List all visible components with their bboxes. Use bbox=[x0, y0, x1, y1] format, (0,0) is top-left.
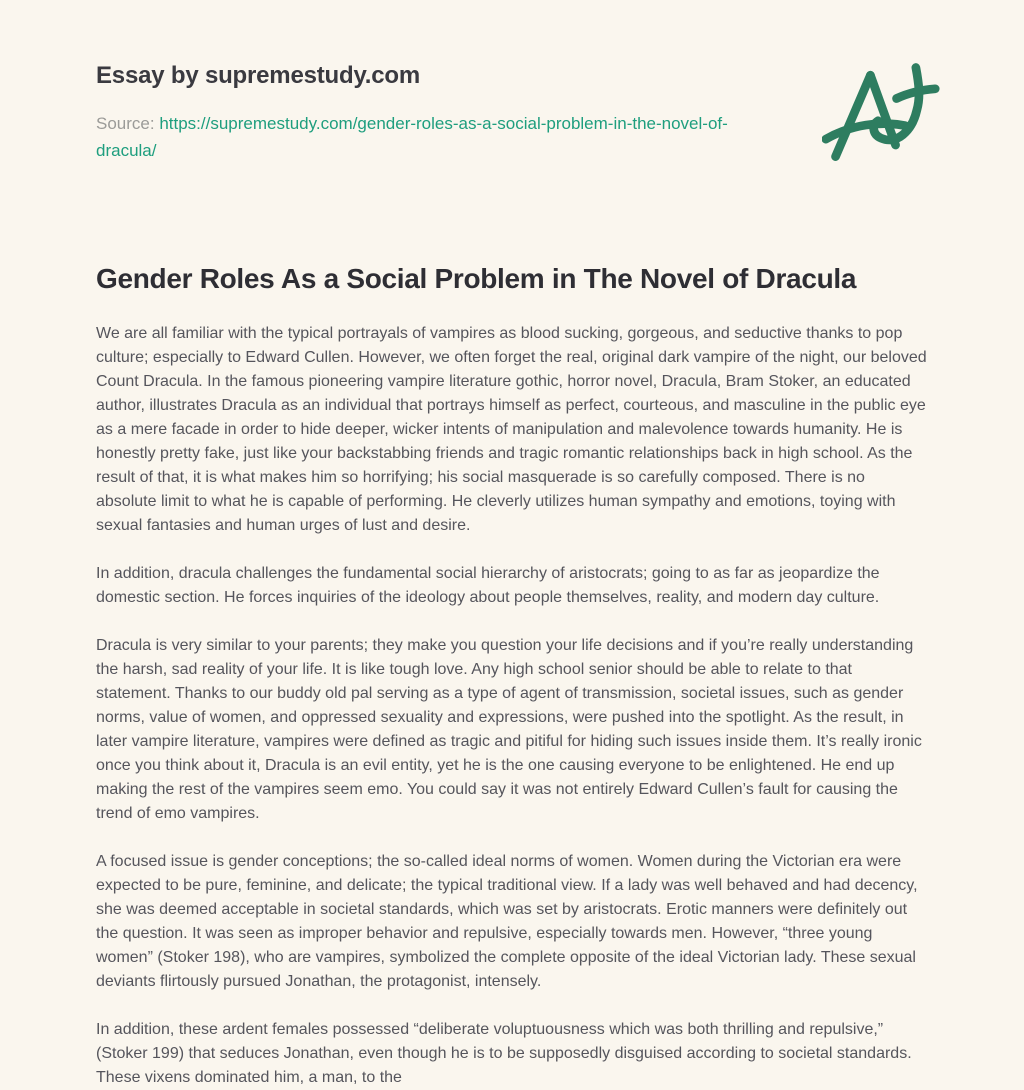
source-line bbox=[96, 110, 776, 164]
page-title: Essay by supremestudy.com bbox=[96, 62, 421, 89]
essay-paragraph: In addition, dracula challenges the fundamental social hierarchy of aristocrats; going to as far as jeopardize the domestic section. He forces inquiries of the ideology about people themselves, reality, and modern day culture. bbox=[96, 565, 880, 606]
a-plus-logo-icon bbox=[822, 58, 942, 175]
essay-body bbox=[96, 322, 928, 1090]
essay-paragraph: We are all familiar with the typical portrayals of vampires as blood sucking, gorgeous, and seductive thanks to pop culture; especially to Edward Cullen. However, we often forget the real, original dark vampire of the night, our beloved Count Dracula. In the famous pioneering vampire literature gothic, horror novel, Dracula, Bram Stoker, an educated author, illustrates Dracula as an individual that portrays himself as perfect, courteous, and masculine in the public eye as a mere facade in order to hide deeper, wicker intents of manipulation and malevolence towards humanity. He is honestly pretty fake, just like your backstabbing friends and tragic romantic relationships back in high school. As the result of that, it is what makes him so horrifying; his social masquerade is so carefully composed. There is no absolute limit to what he is capable of performing. He cleverly utilizes human sympathy and emotions, toying with sexual fantasies and human urges of lust and desire. bbox=[96, 325, 927, 534]
source-label: Source: bbox=[96, 114, 155, 133]
essay-title: Gender Roles As a Social Problem in The Novel of Dracula bbox=[96, 263, 857, 294]
essay-paragraph: Dracula is very similar to your parents; they make you question your life decisions and if you’re really understanding the harsh, sad reality of your life. It is like tough love. Any high school senior should be able to relate to that statement. Thanks to our buddy old pal serving as a type of agent of transmission, societal issues, such as gender norms, value of women, and oppressed sexuality and expressions, were pushed into the spotlight. As the result, in later vampire literature, vampires were defined as tragic and pitiful for hiding such issues inside them. It’s really ironic once you think about it, Dracula is an evil entity, yet he is the one causing everyone to be enlightened. He end up making the rest of the vampires seem emo. You could say it was not entirely Edward Cullen’s fault for causing the trend of emo vampires. bbox=[96, 637, 922, 822]
doc-header-left bbox=[96, 62, 776, 164]
essay-paragraph: In addition, these ardent females possessed “deliberate voluptuousness which was both thrilling and repulsive,” (Stoker 199) that seduces Jonathan, even though he is to be supposedly disguised according to societal standards. These vixens dominated him, a man, to the bbox=[96, 1021, 912, 1086]
essay-paragraph: A focused issue is gender conceptions; the so-called ideal norms of women. Women during the Victorian era were expected to be pure, feminine, and delicate; the typical traditional view. If a lady was well behaved and had decency, she was deemed acceptable in societal standards, which was set by aristocrats. Erotic manners were definitely out the question. It was seen as improper behavior and repulsive, especially towards men. However, “three young women” (Stoker 198), who are vampires, symbolized the complete opposite of the ideal Victorian lady. These sexual deviants flirtously pursued Jonathan, the protagonist, intensely. bbox=[96, 853, 918, 990]
doc-header bbox=[96, 62, 928, 175]
source-url-link[interactable]: https://supremestudy.com/gender-roles-as-a-social-problem-in-the-novel-of-dracula/ bbox=[96, 114, 728, 160]
